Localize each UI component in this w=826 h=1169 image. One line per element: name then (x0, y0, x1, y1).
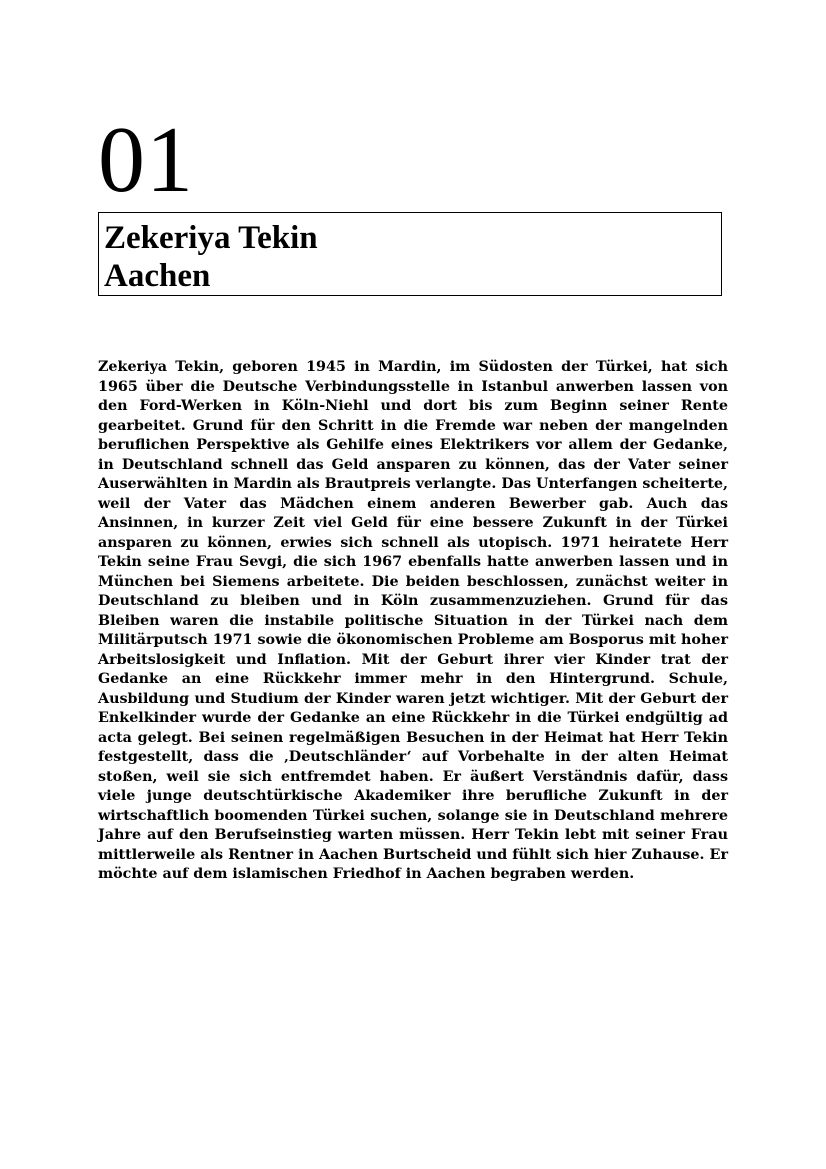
person-name: Zekeriya Tekin (104, 220, 318, 256)
biography-paragraph: Zekeriya Tekin, geboren 1945 in Mardin, im Südosten der Türkei, hat sich 1965 über die Deutsche Verbindungsstelle in Istanbul anwerben lassen von den Ford-Werken in Köln-Niehl und dort bis zum Beginn seiner Rente gearbeitet. Grund für den Schritt in die Fremde war neben der mangelnden beruflichen Perspektive als Gehilfe eines Elektrikers vor allem der Gedanke, in Deutschland schnell das Geld ansparen zu können, das der Vater seiner Auserwählten in Mardin als Brautpreis verlangte. Das Unterfangen scheiterte, weil der Vater das Mädchen einem anderen Bewerber gab. Auch das Ansinnen, in kurzer Zeit viel Geld für eine bessere Zukunft in der Türkei ansparen zu können, erwies sich schnell als utopisch. 1971 heiratete Herr Tekin seine Frau Sevgi, die sich 1967 ebenfalls hatte anwerben lassen und in München bei Siemens arbeitete. Die beiden beschlossen, zunächst weiter in Deutschland zu bleiben und in Köln zusammenzuziehen. Grund für das Bleiben waren die instabile politische Situation in der Türkei nach dem Militärputsch 1971 sowie die ökonomischen Probleme am Bosporus mit hoher Arbeitslosigkeit und Inflation. Mit der Geburt ihrer vier Kinder trat der Gedanke an eine Rückkehr immer mehr in den Hintergrund. Schule, Ausbildung und Studium der Kinder waren jetzt wichtiger. Mit der Geburt der Enkelkinder wurde der Gedanke an eine Rückkehr in die Türkei endgültig ad acta gelegt. Bei seinen regelmäßigen Besuchen in der Heimat hat Herr Tekin festgestellt, dass die ‚Deutschländer‘ auf Vorbehalte in der alten Heimat stoßen, weil sie sich entfremdet haben. Er äußert Verständnis dafür, dass viele junge deutschtürkische Akademiker ihre berufliche Zukunft in der wirtschaftlich boomenden Türkei suchen, solange sie in Deutschland mehrere Jahre auf den Berufseinstieg warten müssen. Herr Tekin lebt mit seiner Frau mittlerweile als Rentner in Aachen Burtscheid und fühlt sich hier Zuhause. Er möchte auf dem islamischen Friedhof in Aachen begraben werden. (98, 359, 728, 882)
chapter-number: 01 (98, 108, 194, 212)
title-box (98, 212, 722, 296)
city-name: Aachen (104, 258, 211, 294)
